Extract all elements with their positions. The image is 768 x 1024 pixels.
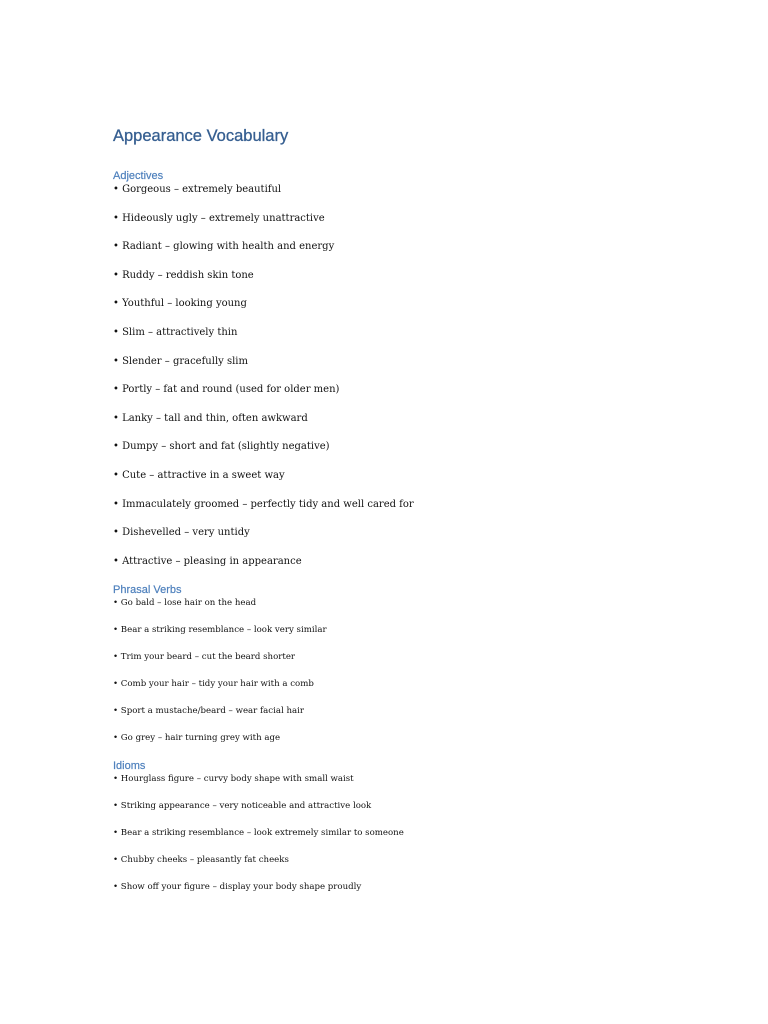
- list-item: • Sport a mustache/beard – wear facial hair: [113, 705, 304, 716]
- list-item: • Hourglass figure – curvy body shape with small waist: [113, 773, 354, 784]
- list-item: • Comb your hair – tidy your hair with a comb: [113, 678, 314, 689]
- list-item: • Hideously ugly – extremely unattractive: [113, 212, 325, 224]
- list-item: • Portly – fat and round (used for older men): [113, 384, 340, 396]
- list-item: • Cute – attractive in a sweet way: [113, 469, 285, 481]
- idioms-list: [113, 773, 713, 893]
- list-item: • Bear a striking resemblance – look very similar: [113, 624, 327, 635]
- list-item: • Slender – gracefully slim: [113, 355, 248, 367]
- section-heading-idioms: Idioms: [113, 759, 146, 772]
- list-item: • Show off your figure – display your body shape proudly: [113, 881, 362, 892]
- list-item: • Trim your beard – cut the beard shorter: [113, 651, 296, 662]
- adjectives-list: [113, 183, 713, 569]
- spacer: [113, 744, 713, 759]
- list-item: • Gorgeous – extremely beautiful: [113, 184, 282, 195]
- list-item: • Radiant – glowing with health and energy: [113, 241, 335, 253]
- page-title: Appearance Vocabulary: [113, 127, 289, 145]
- list-item: • Go grey – hair turning grey with age: [113, 732, 281, 743]
- spacer: [113, 148, 713, 169]
- section-heading-phrasal-verbs: Phrasal Verbs: [113, 583, 182, 596]
- list-item: • Go bald – lose hair on the head: [113, 597, 257, 608]
- list-item: • Dishevelled – very untidy: [113, 527, 250, 539]
- spacer: [113, 569, 713, 583]
- list-item: • Striking appearance – very noticeable and attractive look: [113, 800, 372, 811]
- list-item: • Ruddy – reddish skin tone: [113, 269, 254, 281]
- section-idioms: [113, 759, 713, 893]
- list-item: • Chubby cheeks – pleasantly fat cheeks: [113, 854, 289, 865]
- list-item: • Slim – attractively thin: [113, 326, 238, 338]
- list-item: • Attractive – pleasing in appearance: [113, 555, 302, 567]
- section-phrasal-verbs: [113, 583, 713, 744]
- list-item: • Immaculately groomed – perfectly tidy and well cared for: [113, 498, 414, 510]
- list-item: • Lanky – tall and thin, often awkward: [113, 412, 308, 424]
- phrasal-verbs-list: [113, 597, 713, 744]
- document-page: [113, 124, 713, 893]
- section-heading-adjectives: Adjectives: [113, 170, 164, 182]
- list-item: • Bear a striking resemblance – look extremely similar to someone: [113, 827, 404, 838]
- list-item: • Youthful – looking young: [113, 298, 247, 310]
- section-adjectives: [113, 169, 713, 569]
- list-item: • Dumpy – short and fat (slightly negative): [113, 441, 330, 453]
